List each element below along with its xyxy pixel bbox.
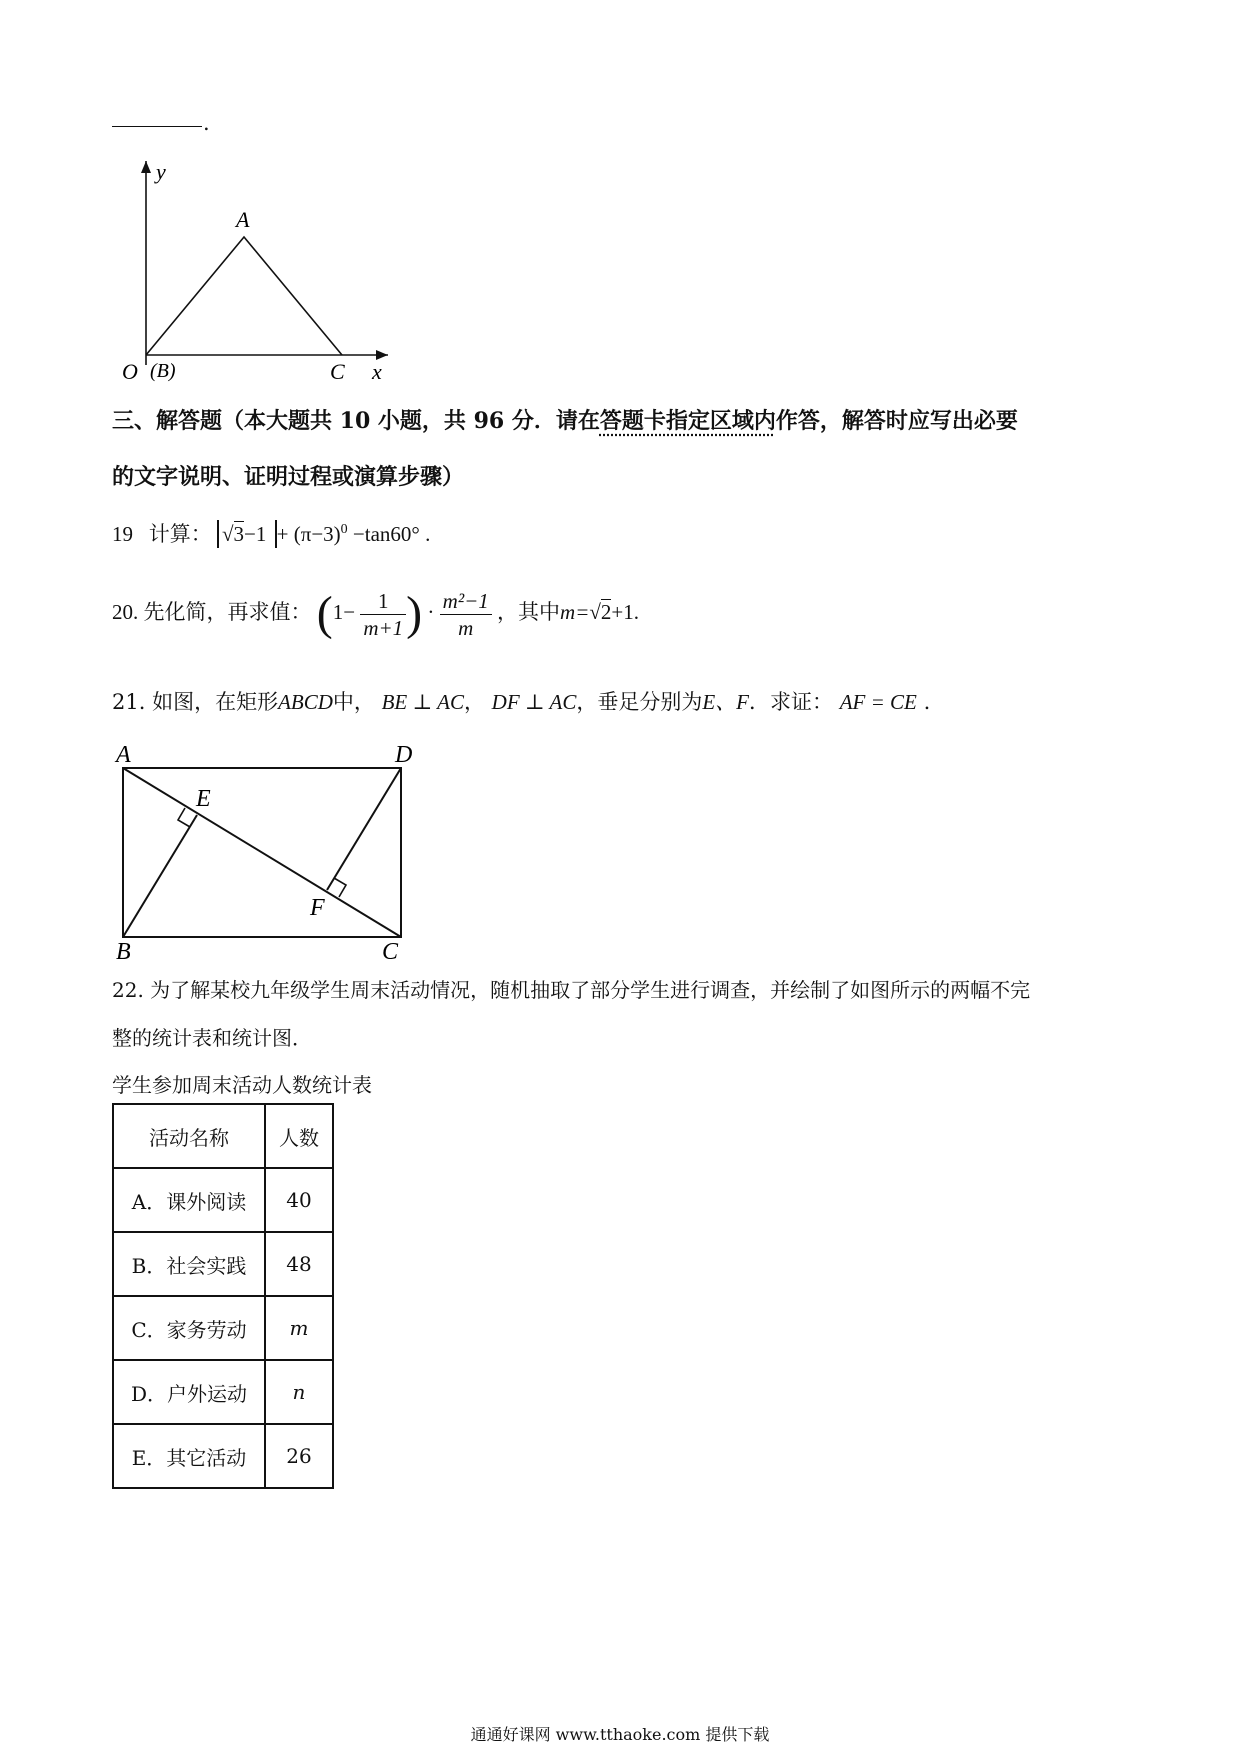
answer-blank — [112, 126, 202, 127]
table-row — [113, 1168, 333, 1232]
page-footer: 通通好课网 www.tthaoke.com 提供下载 — [470, 1725, 770, 1744]
vertex-d-label: D — [395, 742, 413, 768]
question-19 — [112, 515, 430, 549]
left-paren: ( — [316, 587, 333, 641]
q20-frac2-numerator: m²−1 — [440, 588, 492, 615]
q20-frac1-numerator: 1 — [360, 588, 406, 615]
section-3-heading-emphasis: 答题卡指定区域内 — [599, 408, 776, 434]
q19-number: 19 — [112, 522, 133, 546]
q19-pi-term: (π−3) — [293, 522, 341, 546]
row-activity-name: E．其它活动 — [113, 1424, 265, 1488]
section-3-heading-end: 作答，解答时应写出必要 — [775, 408, 1018, 434]
q20-frac1-denominator: m+1 — [363, 615, 404, 640]
row-activity-name: B．社会实践 — [113, 1232, 265, 1296]
q20-sqrt-arg: 2 — [600, 600, 612, 624]
q20-plus-one: +1 — [611, 600, 634, 624]
header-count: 人数 — [265, 1104, 333, 1168]
q19-minus-one: −1 — [244, 522, 267, 546]
vertex-a-label: A — [116, 742, 131, 768]
q21-rect: ABCD — [278, 690, 333, 714]
q21-number: 21. — [112, 690, 146, 714]
q21-goal: AF = CE — [839, 690, 917, 714]
q21-text-4: ．求证： — [749, 690, 834, 714]
table-row — [113, 1232, 333, 1296]
point-c-label: C — [330, 359, 345, 384]
question-21 — [112, 687, 930, 717]
question-20 — [112, 582, 639, 644]
q20-one-minus: 1− — [332, 600, 356, 624]
q19-abs-expression — [217, 520, 277, 548]
q21-text-3: ，垂足分别为 — [576, 690, 703, 714]
table-row — [113, 1424, 333, 1488]
q19-plus: + — [276, 522, 289, 546]
right-paren: ) — [406, 587, 423, 641]
q21-sep: ， — [463, 690, 485, 714]
table-row — [113, 1360, 333, 1424]
section-3-heading-start: 三、解答题（本大题共 10 小题，共 96 分．请在 — [112, 408, 600, 434]
table-row — [113, 1296, 333, 1360]
q19-prompt: 计算： — [148, 522, 212, 546]
question-22-line2: 整的统计表和统计图． — [112, 1026, 312, 1050]
q21-condition-2: DF ⊥ AC — [491, 690, 577, 714]
coordinate-triangle-figure — [110, 155, 400, 385]
section-3-heading-line2: 的文字说明、证明过程或演算步骤） — [112, 464, 465, 490]
q19-tan-term: −tan60° — [352, 522, 420, 546]
rectangle-figure — [100, 735, 430, 965]
table-caption: 学生参加周末活动人数统计表 — [112, 1073, 372, 1097]
answer-blank-period: . — [203, 111, 210, 135]
sqrt-symbol: √ — [589, 600, 601, 624]
q20-m-eq: m= — [560, 600, 590, 624]
q20-prompt: 先化简，再求值： — [143, 600, 312, 624]
x-axis-label: x — [372, 359, 382, 384]
section-3-heading — [112, 406, 1018, 436]
q19-exponent: 0 — [340, 522, 348, 537]
row-count: 48 — [265, 1232, 333, 1296]
table-header-row — [113, 1104, 333, 1168]
point-b-label: (B) — [150, 360, 176, 382]
q21-text-2: 中， — [332, 690, 375, 714]
activity-stats-table — [112, 1103, 334, 1489]
q21-feet: E、F — [702, 690, 750, 714]
q20-end: . — [633, 600, 640, 624]
point-f-label: F — [310, 895, 325, 921]
vertex-c-label: C — [382, 939, 399, 965]
q20-frac2-denominator: m — [458, 615, 474, 640]
question-22-line1: 22. 为了解某校九年级学生周末活动情况，随机抽取了部分学生进行调查，并绘制了如图所示的两幅不完 — [112, 978, 1031, 1002]
q21-text-1: 如图，在矩形 — [152, 690, 279, 714]
row-count: m — [265, 1296, 333, 1360]
point-e-label: E — [196, 786, 211, 812]
row-activity-name: D．户外运动 — [113, 1360, 265, 1424]
row-activity-name: A．课外阅读 — [113, 1168, 265, 1232]
row-count: 26 — [265, 1424, 333, 1488]
sqrt-symbol: √ — [222, 522, 234, 546]
q20-where: ，其中 — [497, 600, 561, 624]
q20-dot: · — [427, 600, 435, 624]
q20-fraction-2 — [440, 588, 492, 641]
header-activity-name: 活动名称 — [113, 1104, 265, 1168]
row-activity-name: C．家务劳动 — [113, 1296, 265, 1360]
q19-end: . — [425, 522, 431, 546]
row-count: 40 — [265, 1168, 333, 1232]
q21-condition-1: BE ⊥ AC — [381, 690, 464, 714]
q21-end: . — [923, 690, 931, 714]
q20-fraction-1 — [360, 588, 406, 641]
q20-number: 20. — [112, 600, 139, 624]
row-count: n — [265, 1360, 333, 1424]
y-axis-label: y — [156, 159, 166, 184]
vertex-b-label: B — [116, 939, 131, 965]
origin-label: O — [122, 359, 138, 384]
q19-sqrt-arg: 3 — [233, 522, 245, 546]
point-a-label: A — [236, 207, 250, 232]
